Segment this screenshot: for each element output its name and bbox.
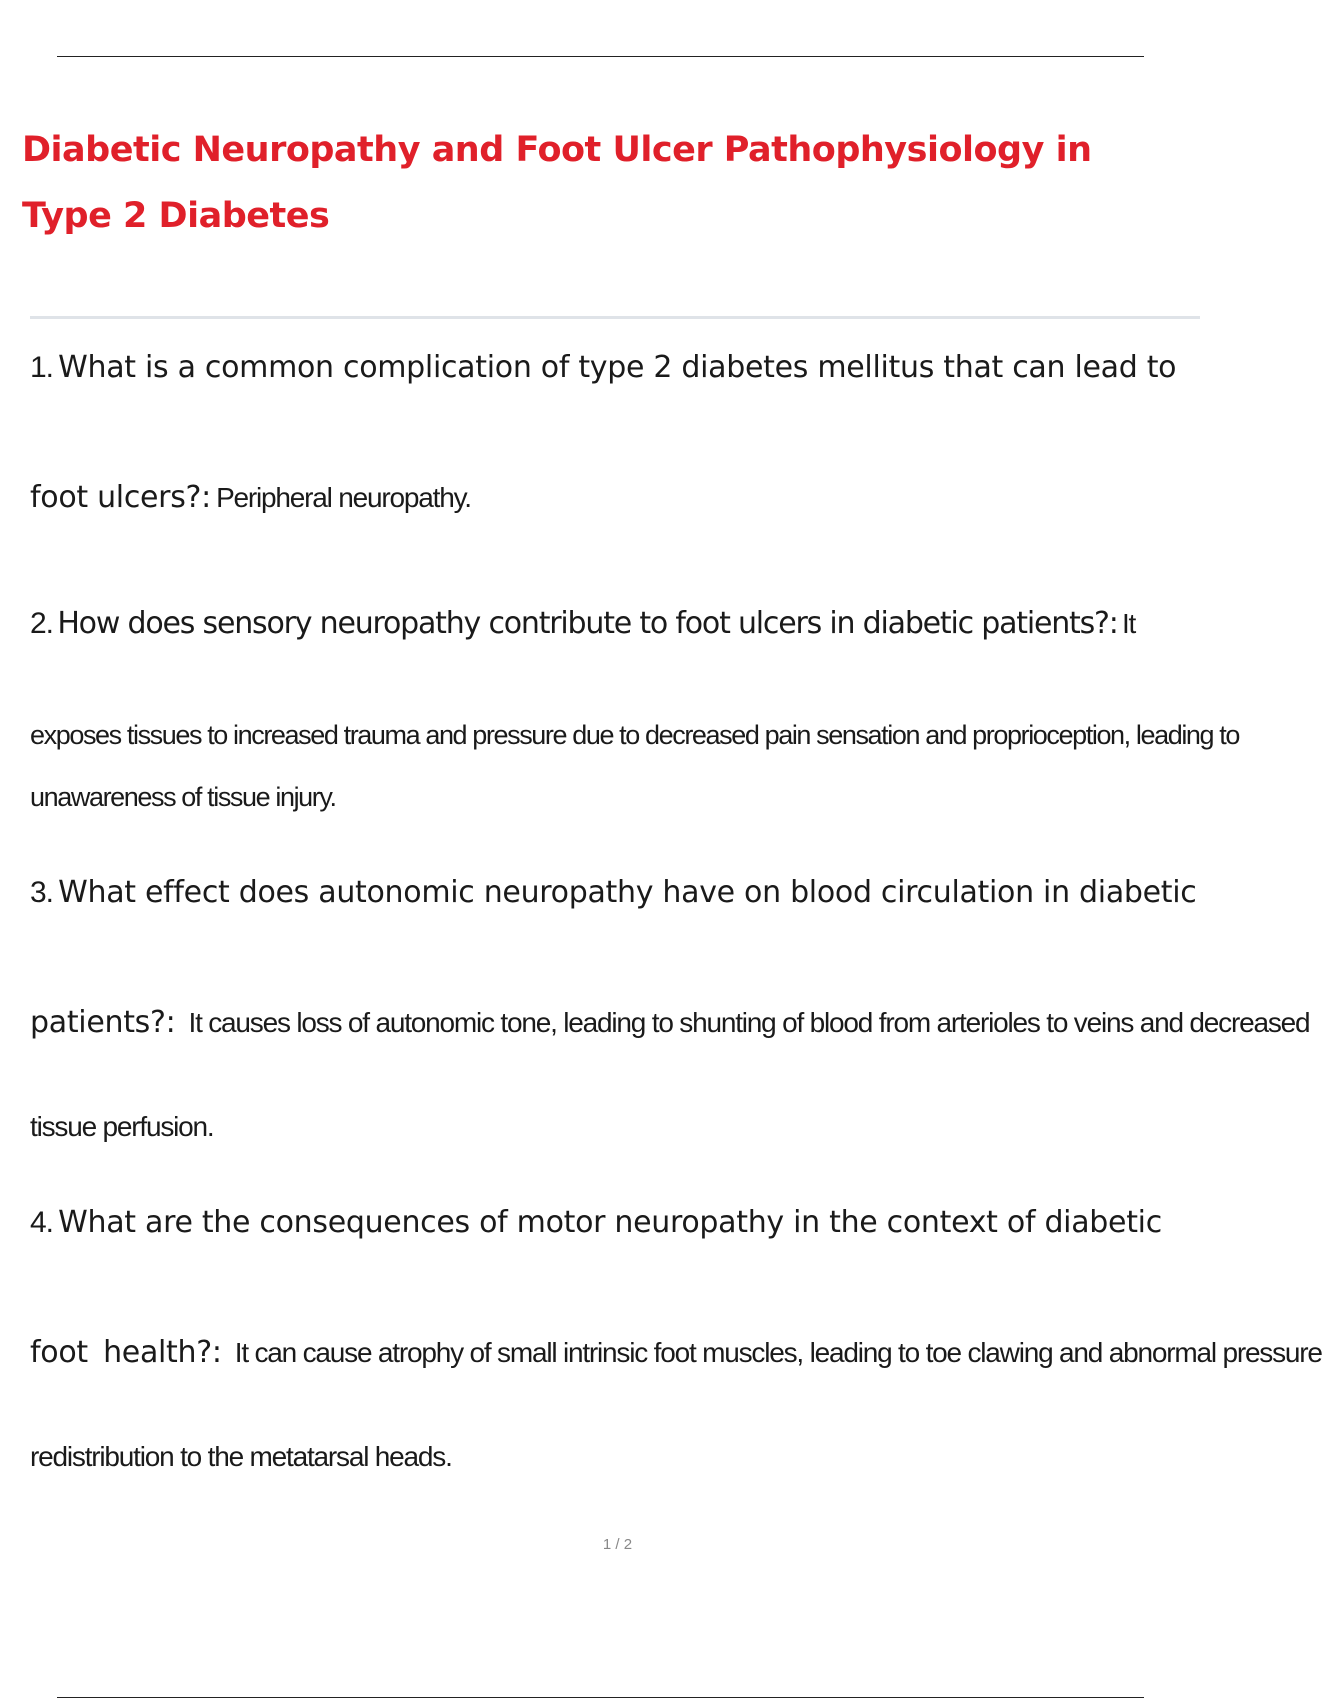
header-rule bbox=[57, 56, 1144, 57]
question-line bbox=[30, 1005, 1309, 1040]
question-text: foot ulcers?: bbox=[30, 480, 211, 515]
title-divider bbox=[30, 316, 1200, 319]
question-number: 2. bbox=[30, 607, 54, 640]
answer-text: It can cause atrophy of small intrinsic foot muscles, leading to toe clawing and abnormal pressure bbox=[234, 1337, 1322, 1368]
question-line bbox=[30, 350, 1176, 385]
question-line bbox=[30, 875, 1197, 910]
question-number: 4. bbox=[30, 1206, 54, 1239]
answer-text: Peripheral neuropathy. bbox=[216, 482, 471, 513]
answer-line bbox=[30, 782, 336, 813]
page-number: 1 / 2 bbox=[602, 1536, 633, 1553]
footer-rule bbox=[57, 1697, 1144, 1698]
answer-line bbox=[30, 720, 1239, 751]
answer-line bbox=[30, 1441, 452, 1473]
question-line bbox=[30, 480, 471, 515]
answer-text: It causes loss of autonomic tone, leading to shunting of blood from arterioles to veins and decreased bbox=[188, 1007, 1310, 1038]
answer-text: unawareness of tissue injury. bbox=[30, 782, 336, 812]
question-line bbox=[30, 1205, 1162, 1240]
answer-text: exposes tissues to increased trauma and pressure due to decreased pain sensation and proprioception, leading to bbox=[30, 720, 1239, 750]
answer-text: tissue perfusion. bbox=[30, 1111, 214, 1142]
question-text: patients?: bbox=[30, 1005, 176, 1040]
question-line bbox=[30, 606, 1135, 641]
answer-text: It bbox=[1121, 608, 1136, 639]
question-text: What are the consequences of motor neuropathy in the context of diabetic bbox=[58, 1205, 1162, 1240]
answer-text: redistribution to the metatarsal heads. bbox=[30, 1441, 452, 1472]
document-title: Diabetic Neuropathy and Foot Ulcer Pathophysiology in Type 2 Diabetes bbox=[22, 130, 1092, 236]
question-text: What is a common complication of type 2 diabetes mellitus that can lead to bbox=[58, 350, 1177, 385]
question-number: 3. bbox=[30, 876, 54, 909]
question-text: foot health?: bbox=[30, 1335, 222, 1370]
question-line bbox=[30, 1335, 1322, 1370]
question-text: What effect does autonomic neuropathy have on blood circulation in diabetic bbox=[58, 875, 1197, 910]
question-number: 1. bbox=[30, 351, 54, 384]
answer-line bbox=[30, 1111, 214, 1143]
question-text: How does sensory neuropathy contribute to foot ulcers in diabetic patients?: bbox=[57, 606, 1118, 641]
